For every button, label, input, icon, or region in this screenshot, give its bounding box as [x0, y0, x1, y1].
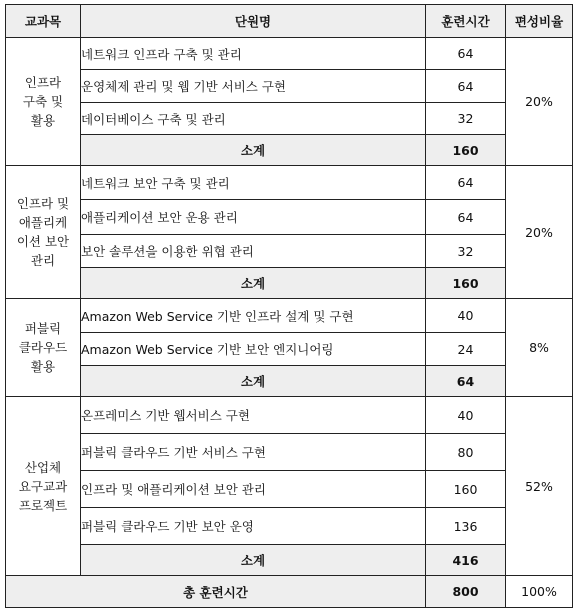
- subtotal-row: [6, 366, 573, 397]
- curriculum-table-wrapper: [5, 4, 573, 608]
- subtotal-label: 소계: [81, 545, 426, 576]
- subtotal-hours: 160: [426, 135, 506, 166]
- ratio-cell: 20%: [506, 38, 573, 166]
- unit-name: 인프라 및 애플리케이션 보안 관리: [81, 471, 426, 508]
- subject-line: 인프라: [24, 75, 62, 90]
- unit-name: 데이터베이스 구축 및 관리: [81, 103, 426, 135]
- subject-line: 이션 보안: [16, 234, 70, 249]
- header-subject: 교과목: [6, 5, 81, 38]
- unit-name: 온프레미스 기반 웹서비스 구현: [81, 397, 426, 434]
- grand-total-label: 총 훈련시간: [6, 576, 426, 608]
- unit-row: [6, 70, 573, 103]
- unit-row: [6, 103, 573, 135]
- subject-line: 프로젝트: [18, 497, 68, 513]
- unit-row: [6, 166, 573, 200]
- subject-cell: [6, 299, 81, 397]
- unit-row: [6, 508, 573, 545]
- unit-hours: 40: [426, 397, 506, 434]
- subject-line: 구축 및: [22, 94, 64, 109]
- subject-line: 요구교과: [18, 478, 68, 494]
- subject-line: 클라우드: [18, 340, 68, 355]
- unit-row: [6, 397, 573, 434]
- grand-total-row: [6, 576, 573, 608]
- unit-name: Amazon Web Service 기반 보안 엔지니어링: [81, 333, 426, 366]
- subject-line: 관리: [30, 253, 56, 268]
- unit-hours: 80: [426, 434, 506, 471]
- subtotal-label: 소계: [81, 135, 426, 166]
- ratio-cell: 8%: [506, 299, 573, 397]
- subject-line: 인프라 및: [16, 196, 70, 211]
- unit-row: [6, 434, 573, 471]
- unit-hours: 32: [426, 235, 506, 268]
- unit-hours: 160: [426, 471, 506, 508]
- subject-line: 퍼블릭: [24, 321, 62, 336]
- unit-name: 네트워크 인프라 구축 및 관리: [81, 38, 426, 70]
- grand-total-hours: 800: [426, 576, 506, 608]
- unit-row: [6, 471, 573, 508]
- unit-row: [6, 333, 573, 366]
- subject-line: 활용: [30, 113, 56, 128]
- header-row: [6, 5, 573, 38]
- unit-name: 운영체제 관리 및 웹 기반 서비스 구현: [81, 70, 426, 103]
- unit-hours: 40: [426, 299, 506, 333]
- grand-total-ratio: 100%: [506, 576, 573, 608]
- subject-line: 활용: [30, 359, 56, 374]
- unit-hours: 136: [426, 508, 506, 545]
- unit-name: 네트워크 보안 구축 및 관리: [81, 166, 426, 200]
- subject-line: 애플리케: [18, 215, 68, 230]
- unit-hours: 32: [426, 103, 506, 135]
- unit-hours: 64: [426, 200, 506, 235]
- subject-line: 산업체: [24, 459, 62, 475]
- unit-row: [6, 38, 573, 70]
- subtotal-hours: 64: [426, 366, 506, 397]
- table-body: [6, 38, 573, 576]
- curriculum-table: [5, 4, 573, 608]
- subtotal-hours: 160: [426, 268, 506, 299]
- unit-row: [6, 235, 573, 268]
- unit-name: 퍼블릭 클라우드 기반 서비스 구현: [81, 434, 426, 471]
- subject-cell: [6, 166, 81, 299]
- subtotal-label: 소계: [81, 268, 426, 299]
- unit-row: [6, 299, 573, 333]
- header-unit: 단원명: [81, 5, 426, 38]
- subtotal-row: [6, 135, 573, 166]
- unit-hours: 64: [426, 70, 506, 103]
- ratio-cell: 52%: [506, 397, 573, 576]
- unit-hours: 24: [426, 333, 506, 366]
- unit-name: 애플리케이션 보안 운용 관리: [81, 200, 426, 235]
- subtotal-label: 소계: [81, 366, 426, 397]
- subject-cell: [6, 38, 81, 166]
- unit-name: 보안 솔루션을 이용한 위협 관리: [81, 235, 426, 268]
- unit-name: 퍼블릭 클라우드 기반 보안 운영: [81, 508, 426, 545]
- unit-hours: 64: [426, 166, 506, 200]
- unit-hours: 64: [426, 38, 506, 70]
- ratio-cell: 20%: [506, 166, 573, 299]
- header-ratio: 편성비율: [506, 5, 573, 38]
- subtotal-row: [6, 268, 573, 299]
- unit-row: [6, 200, 573, 235]
- subtotal-hours: 416: [426, 545, 506, 576]
- subject-cell: [6, 397, 81, 576]
- unit-name: Amazon Web Service 기반 인프라 설계 및 구현: [81, 299, 426, 333]
- header-hours: 훈련시간: [426, 5, 506, 38]
- subtotal-row: [6, 545, 573, 576]
